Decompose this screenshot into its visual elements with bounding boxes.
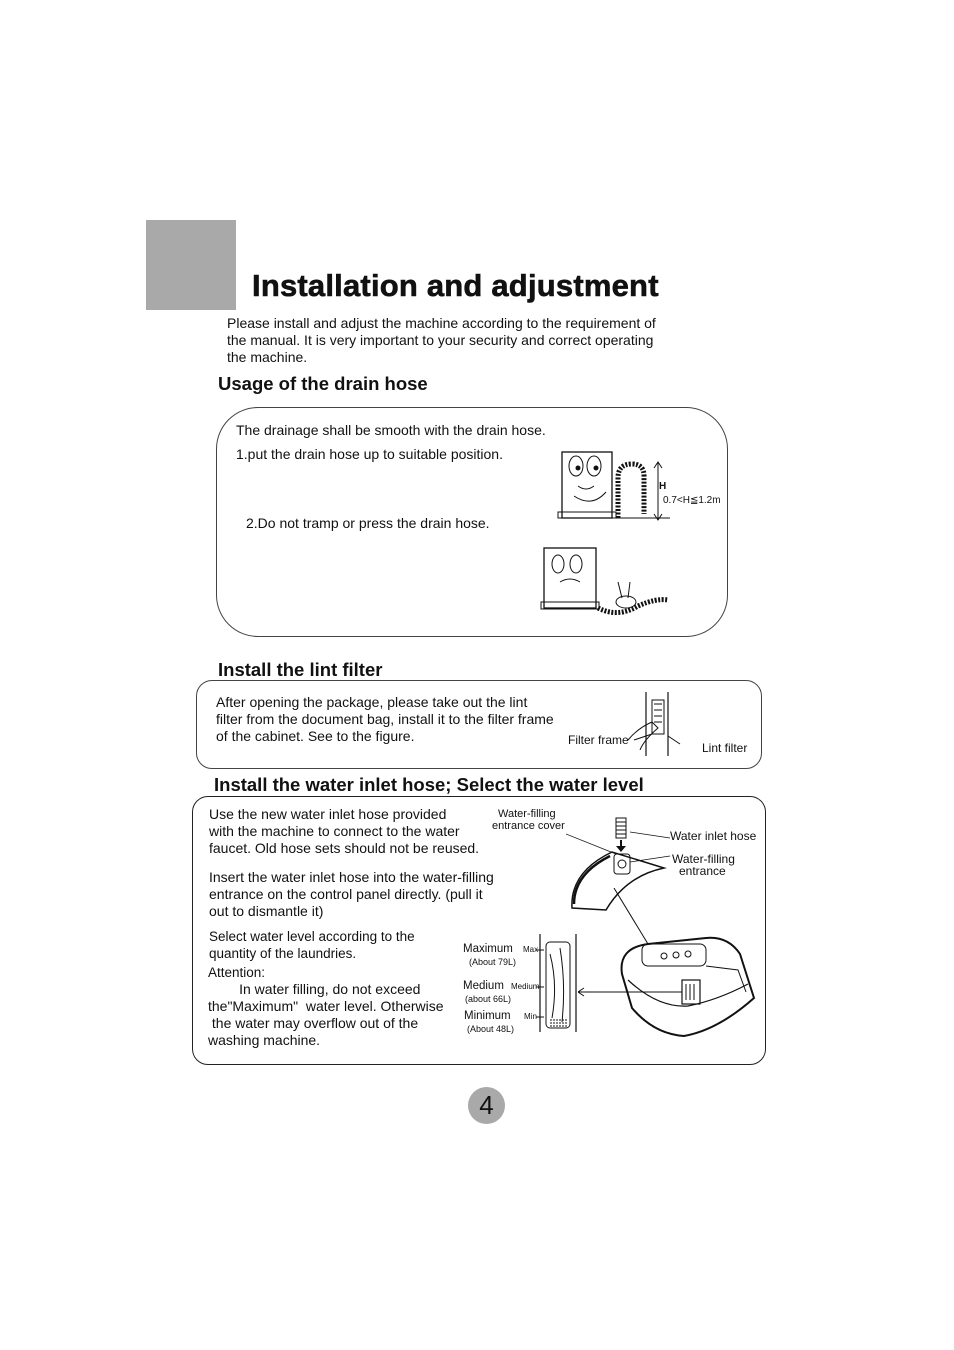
intro-line: the machine. — [227, 349, 308, 365]
entrance-label-line: Water-filling — [672, 852, 735, 866]
page-title: Installation and adjustment — [252, 268, 659, 303]
drain-heading: Usage of the drain hose — [218, 373, 428, 394]
water-p4-line: washing machine. — [208, 1032, 321, 1048]
water-p1-line: with the machine to connect to the water — [209, 823, 460, 839]
lint-filter-illustration — [624, 688, 684, 758]
water-p4-line: In water filling, do not exceed — [208, 981, 421, 997]
level-medium-tag: Medium — [511, 982, 540, 991]
filter-frame-label: Filter frame — [568, 733, 629, 747]
level-medium-label: Medium — [463, 980, 504, 992]
water-heading: Install the water inlet hose; Select the water level — [214, 774, 644, 795]
inlet-hose-label: Water inlet hose — [670, 829, 757, 843]
section-marker-block — [146, 220, 236, 310]
drain-text-1: The drainage shall be smooth with the drain hose. — [236, 422, 546, 438]
washing-machine-illustration — [578, 888, 758, 1038]
intro-line: the manual. It is very important to your security and correct operating — [227, 332, 654, 348]
water-p3-line: Select water level according to the — [209, 929, 415, 944]
water-p2-line: entrance on the control panel directly. (pull it — [209, 886, 483, 902]
water-p2-line: Insert the water inlet hose into the water-filling — [209, 869, 494, 885]
intro-paragraph — [227, 315, 727, 366]
level-min-note: (About 48L) — [467, 1024, 515, 1034]
water-p2-line: out to dismantle it) — [209, 903, 324, 919]
intro-line: Please install and adjust the machine according to the requirement of — [227, 315, 656, 331]
entrance-label-line: entrance — [679, 864, 726, 878]
height-letter: H — [659, 481, 667, 492]
cover-label-line: entrance cover — [492, 820, 565, 832]
water-p4-line: the"Maximum" water level. Otherwise — [208, 998, 444, 1014]
level-max-label: Maximum — [463, 943, 513, 955]
water-p3-line: quantity of the laundries. — [209, 946, 357, 961]
height-range-label: 0.7<H≦1.2m — [663, 495, 721, 506]
water-p1-line: Use the new water inlet hose provided — [209, 806, 447, 822]
level-max-note: (About 79L) — [469, 957, 517, 967]
water-p1-line: faucet. Old hose sets should not be reused. — [209, 840, 480, 856]
lint-filter-label: Lint filter — [702, 741, 748, 755]
attention-label: Attention: — [208, 965, 266, 980]
water-p4-line: the water may overflow out of the — [208, 1015, 419, 1031]
drain-text-3: 2.Do not tramp or press the drain hose. — [246, 515, 490, 531]
level-min-tag: Min — [524, 1012, 537, 1021]
level-medium-note: (about 66L) — [465, 994, 512, 1004]
lint-text-3: of the cabinet. See to the figure. — [216, 728, 415, 744]
level-max-tag: Max — [523, 945, 539, 954]
drain-text-2: 1.put the drain hose up to suitable position. — [236, 446, 503, 462]
lint-text-2: filter from the document bag, install it to the filter frame — [216, 711, 554, 727]
cover-label-line: Water-filling — [498, 808, 556, 820]
level-min-label: Minimum — [464, 1010, 511, 1022]
drain-hose-trampled-illustration — [538, 542, 674, 622]
lint-text-1: After opening the package, please take out the lint — [216, 694, 528, 710]
page-number: 4 — [468, 1087, 505, 1124]
lint-heading: Install the lint filter — [218, 659, 383, 680]
